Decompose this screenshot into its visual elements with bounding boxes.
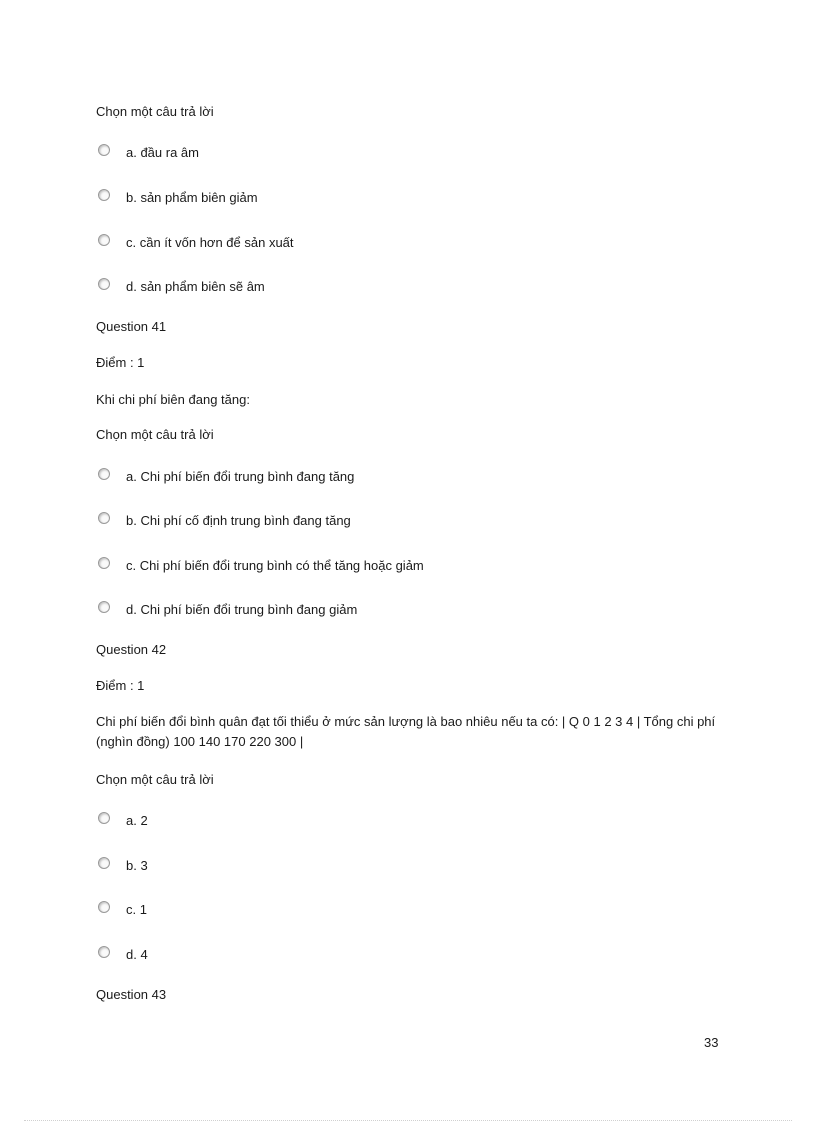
answer-option-d[interactable]: [96, 945, 148, 963]
question-title: Question 42: [96, 642, 167, 657]
answer-option-c[interactable]: [96, 900, 147, 918]
option-label: c. cần ít vốn hơn để sản xuất: [126, 234, 294, 250]
radio-button[interactable]: [98, 189, 110, 201]
answer-option-b[interactable]: [96, 856, 148, 874]
radio-button[interactable]: [98, 278, 110, 290]
option-label: b. 3: [126, 857, 148, 873]
option-label: a. đầu ra âm: [126, 144, 199, 160]
answer-option-c[interactable]: [96, 556, 424, 574]
option-label: d. Chi phí biến đổi trung bình đang giảm: [126, 601, 358, 617]
footer-divider: [24, 1120, 792, 1121]
answer-option-d[interactable]: [96, 277, 265, 295]
option-label: d. sản phẩm biên sẽ âm: [126, 278, 265, 294]
option-label: d. 4: [126, 946, 148, 962]
answer-prompt: Chọn một câu trả lời: [96, 427, 214, 442]
radio-button[interactable]: [98, 901, 110, 913]
question-title: Question 41: [96, 319, 167, 334]
page-number: 33: [704, 1035, 719, 1050]
option-label: b. sản phẩm biên giảm: [126, 189, 258, 205]
radio-button[interactable]: [98, 144, 110, 156]
radio-button[interactable]: [98, 946, 110, 958]
answer-option-a[interactable]: [96, 143, 199, 161]
option-label: a. Chi phí biến đổi trung bình đang tăng: [126, 468, 355, 484]
radio-button[interactable]: [98, 468, 110, 480]
question-text: Chi phí biến đổi bình quân đạt tối thiểu ở mức sản lượng là bao nhiêu nếu ta có: | Q 0 1 2 3 4 | Tổng chi phí (nghìn đồng) 100 140 170 220 300 |: [96, 714, 716, 749]
answer-prompt: Chọn một câu trả lời: [96, 772, 214, 787]
question-title: Question 43: [96, 987, 167, 1002]
radio-button[interactable]: [98, 812, 110, 824]
option-label: c. Chi phí biến đổi trung bình có thể tăng hoặc giảm: [126, 557, 424, 573]
radio-button[interactable]: [98, 557, 110, 569]
option-label: a. 2: [126, 812, 148, 828]
answer-prompt: Chọn một câu trả lời: [96, 104, 214, 119]
question-points: Điểm : 1: [96, 355, 145, 370]
question-text: Khi chi phí biên đang tăng:: [96, 392, 250, 407]
option-label: c. 1: [126, 901, 147, 917]
radio-button[interactable]: [98, 512, 110, 524]
answer-option-a[interactable]: [96, 811, 148, 829]
question-points: Điểm : 1: [96, 678, 145, 693]
option-label: b. Chi phí cố định trung bình đang tăng: [126, 512, 351, 528]
radio-button[interactable]: [98, 234, 110, 246]
answer-option-b[interactable]: [96, 511, 351, 529]
answer-option-a[interactable]: [96, 467, 354, 485]
radio-button[interactable]: [98, 857, 110, 869]
answer-option-b[interactable]: [96, 188, 258, 206]
answer-option-c[interactable]: [96, 233, 294, 251]
answer-option-d[interactable]: [96, 600, 357, 618]
radio-button[interactable]: [98, 601, 110, 613]
